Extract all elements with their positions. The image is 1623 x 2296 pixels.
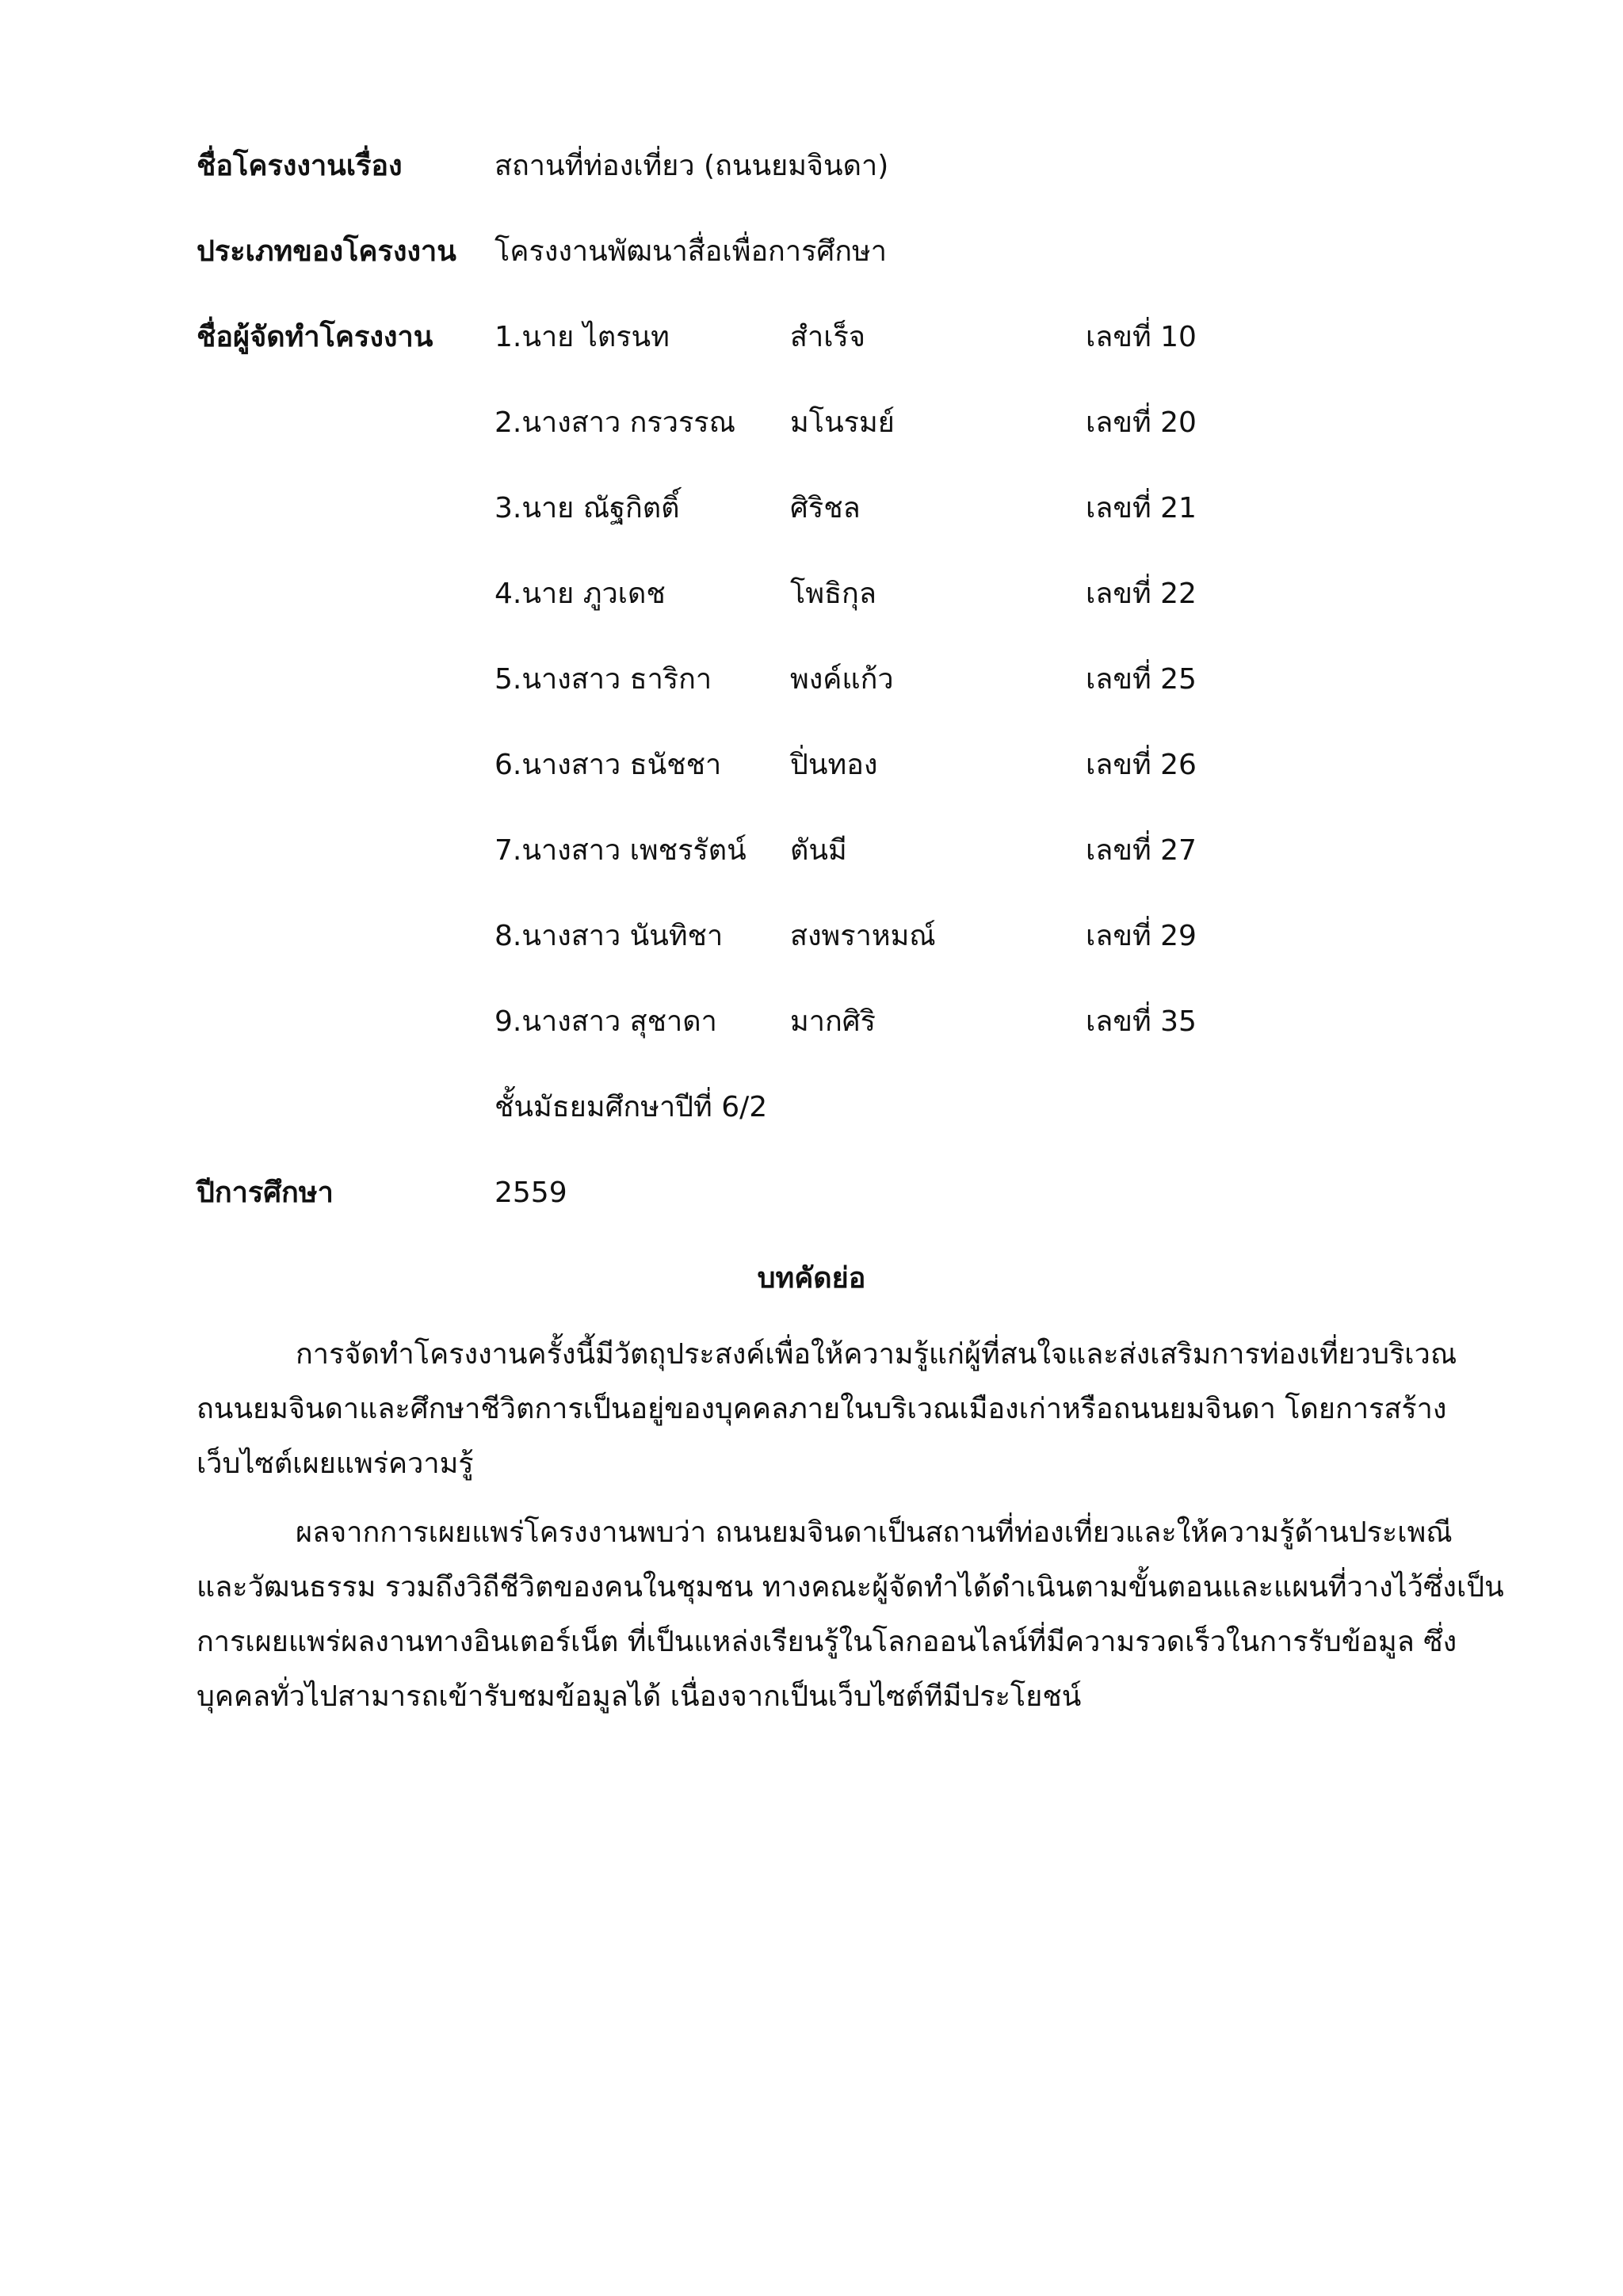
author-name: 4.นาย ภูวเดช	[495, 578, 666, 610]
author-surname: สงพราหมณ์	[790, 920, 936, 952]
project-type-label: ประเภทของโครงงาน	[197, 235, 456, 268]
abstract-line: การจัดทำโครงงานครั้งนี้มีวัตถุประสงค์เพื่อให้ความรู้แก่ผู้ที่สนใจและส่งเสริมการท่องเที่ยวบริเวณ	[296, 1338, 1457, 1371]
author-number: เลขที่ 35	[1086, 1005, 1197, 1038]
author-number: เลขที่ 29	[1086, 920, 1197, 952]
abstract-heading: บทคัดย่อ	[757, 1262, 866, 1295]
author-number: เลขที่ 10	[1086, 321, 1197, 353]
author-name: 5.นางสาว ธาริกา	[495, 663, 712, 696]
project-title-value: สถานที่ท่องเที่ยว (ถนนยมจินดา)	[495, 150, 889, 182]
author-name: 3.นาย ณัฐกิตติ์	[495, 492, 680, 524]
class-level: ชั้นมัธยมศึกษาปีที่ 6/2	[495, 1091, 768, 1123]
author-name: 7.นางสาว เพชรรัตน์	[495, 834, 747, 867]
author-name: 9.นางสาว สุชาดา	[495, 1005, 717, 1038]
author-name: 2.นางสาว กรวรรณ	[495, 406, 736, 439]
author-surname: ศิริชล	[790, 492, 861, 524]
author-number: เลขที่ 25	[1086, 663, 1197, 696]
author-surname: พงค์แก้ว	[790, 663, 894, 696]
author-name: 6.นางสาว ธนัชชา	[495, 749, 722, 781]
abstract-paragraph-2	[197, 1505, 1504, 1724]
abstract-line: ถนนยมจินดาและศึกษาชีวิตการเป็นอยู่ของบุคคลภายในบริเวณเมืองเก่าหรือถนนยมจินดา โดยการสร้าง	[197, 1393, 1447, 1425]
abstract-line: และวัฒนธรรม รวมถึงวิถีชีวิตของคนในชุมชน ทางคณะผู้จัดทำได้ดำเนินตามขั้นตอนและแผนที่วางไว้ซึ่งเป็น	[197, 1571, 1504, 1604]
author-surname: ตันมี	[790, 834, 847, 867]
authors-label: ชื่อผู้จัดทำโครงงาน	[197, 321, 433, 353]
author-surname: มากศิริ	[790, 1005, 876, 1038]
author-name: 8.นางสาว นันทิชา	[495, 920, 724, 952]
abstract-paragraph-1	[197, 1327, 1457, 1491]
author-surname: ปิ่นทอง	[790, 749, 878, 781]
author-surname: โพธิกุล	[790, 578, 876, 610]
author-surname: มโนรมย์	[790, 406, 895, 439]
author-surname: สำเร็จ	[790, 321, 865, 353]
abstract-line: ผลจากการเผยแพร่โครงงานพบว่า ถนนยมจินดาเป็นสถานที่ท่องเที่ยวและให้ความรู้ด้านประเพณี	[296, 1516, 1453, 1549]
academic-year-value: 2559	[495, 1177, 567, 1209]
author-number: เลขที่ 27	[1086, 834, 1197, 867]
abstract-line: เว็บไซต์เผยแพร่ความรู้	[197, 1447, 474, 1480]
author-number: เลขที่ 22	[1086, 578, 1197, 610]
author-name: 1.นาย ไตรนท	[495, 321, 670, 353]
project-title-label: ชื่อโครงงานเรื่อง	[197, 150, 403, 182]
author-number: เลขที่ 26	[1086, 749, 1197, 781]
author-number: เลขที่ 20	[1086, 406, 1197, 439]
academic-year-label: ปีการศึกษา	[197, 1177, 334, 1209]
project-type-value: โครงงานพัฒนาสื่อเพื่อการศึกษา	[495, 235, 887, 268]
abstract-line: บุคคลทั่วไปสามารถเข้ารับชมข้อมูลได้ เนื่องจากเป็นเว็บไซต์ทีมีประโยชน์	[197, 1680, 1082, 1713]
abstract-line: การเผยแพร่ผลงานทางอินเตอร์เน็ต ที่เป็นแหล่งเรียนรู้ในโลกออนไลน์ที่มีความรวดเร็วในการรับข้อมูล ซึ่ง	[197, 1626, 1457, 1658]
author-number: เลขที่ 21	[1086, 492, 1197, 524]
